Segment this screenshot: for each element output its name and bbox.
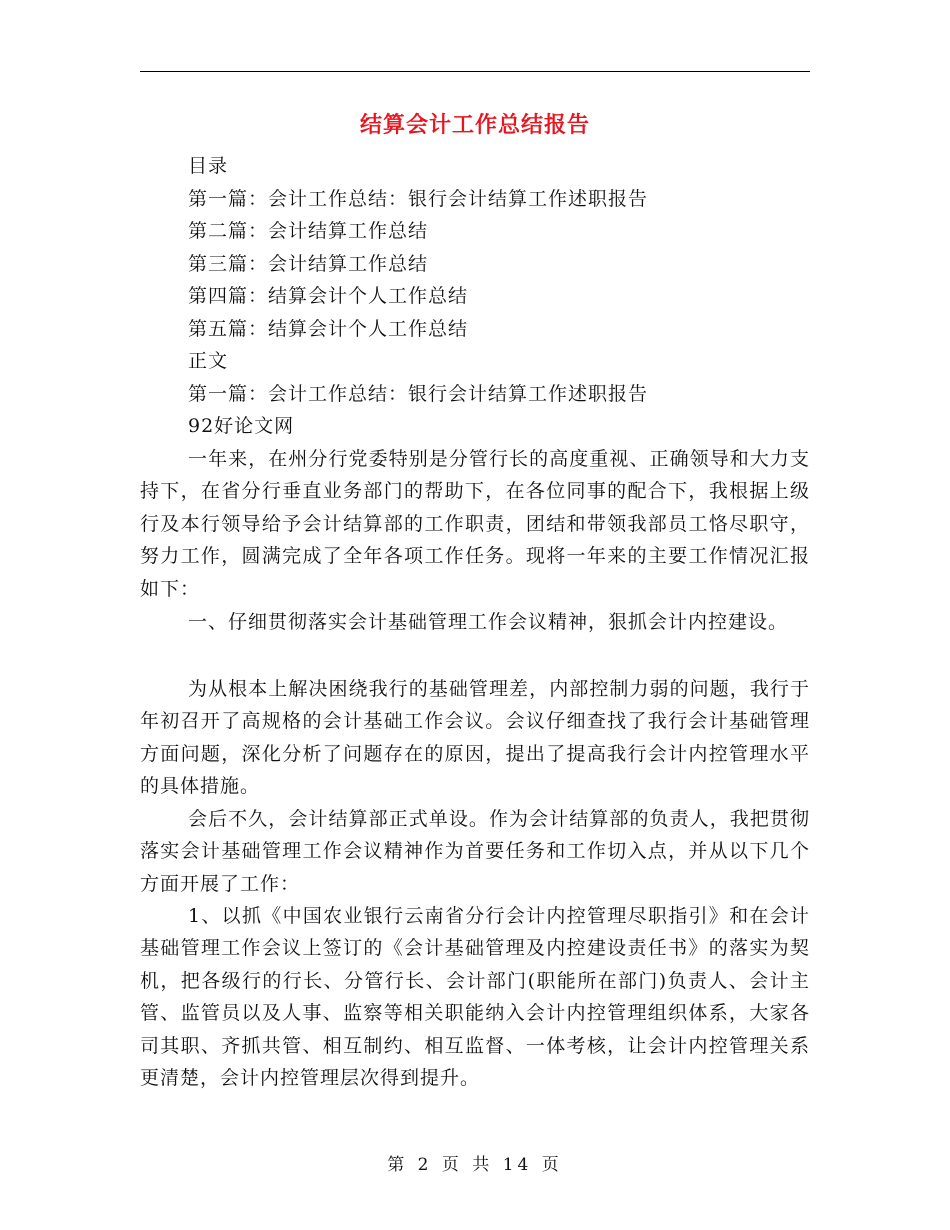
toc-item-3: 第三篇：会计结算工作总结 bbox=[188, 253, 429, 275]
toc-item-2: 第二篇：会计结算工作总结 bbox=[188, 220, 429, 242]
paragraph-measures: 会后不久，会计结算部正式单设。作为会计结算部的负责人，我把贯彻落实会计基础管理工作会议精神作为首要任务和工作切入点，并从以下几个方面开展了工作： bbox=[140, 808, 810, 895]
toc-heading: 目录 bbox=[188, 155, 229, 177]
paragraph-intro: 一年来，在州分行党委特别是分管行长的高度重视、正确领导和大力支持下，在省分行垂直业务部门的帮助下，在各位同事的配合下，我根据上级行及本行领导给予会计结算部的工作职责，团结和带领我部员工恪尽职守，努力工作，圆满完成了全年各项工作任务。现将一年来的主要工作情况汇报如下： bbox=[140, 448, 810, 600]
toc-item-1: 第一篇：会计工作总结：银行会计结算工作述职报告 bbox=[188, 188, 649, 210]
page-number: 第 2 页 共 14 页 bbox=[387, 1155, 563, 1175]
paragraph-section-heading: 一、仔细贯彻落实会计基础管理工作会议精神，狠抓会计内控建设。 bbox=[188, 611, 789, 633]
paragraph-background: 为从根本上解决困绕我行的基础管理差，内部控制力弱的问题，我行于年初召开了高规格的会计基础工作会议。会议仔细查找了我行会计基础管理方面问题，深化分析了问题存在的原因，提出了提高我行会计内控管理水平的具体措施。 bbox=[140, 678, 810, 798]
toc-item-5: 第五篇：结算会计个人工作总结 bbox=[188, 318, 469, 340]
section-title: 第一篇：会计工作总结：银行会计结算工作述职报告 bbox=[188, 383, 649, 405]
toc-item-4: 第四篇：结算会计个人工作总结 bbox=[188, 285, 469, 307]
body-heading: 正文 bbox=[188, 350, 229, 372]
document-title: 结算会计工作总结报告 bbox=[359, 112, 590, 138]
paragraph-point-1: 1、以抓《中国农业银行云南省分行会计内控管理尽职指引》和在会计基础管理工作会议上签订的《会计基础管理及内控建设责任书》的落实为契机，把各级行的行长、分管行长、会计部门(职能所在部门)负责人、会计主管、监管员以及人事、监察等相关职能纳入会计内控管理组织体系，大家各司其职、齐抓共管、相互制约、相互监督、一体考核，让会计内控管理关系更清楚，会计内控管理层次得到提升。 bbox=[140, 905, 810, 1090]
source-label: 92好论文网 bbox=[188, 415, 295, 437]
header-rule bbox=[140, 71, 810, 72]
